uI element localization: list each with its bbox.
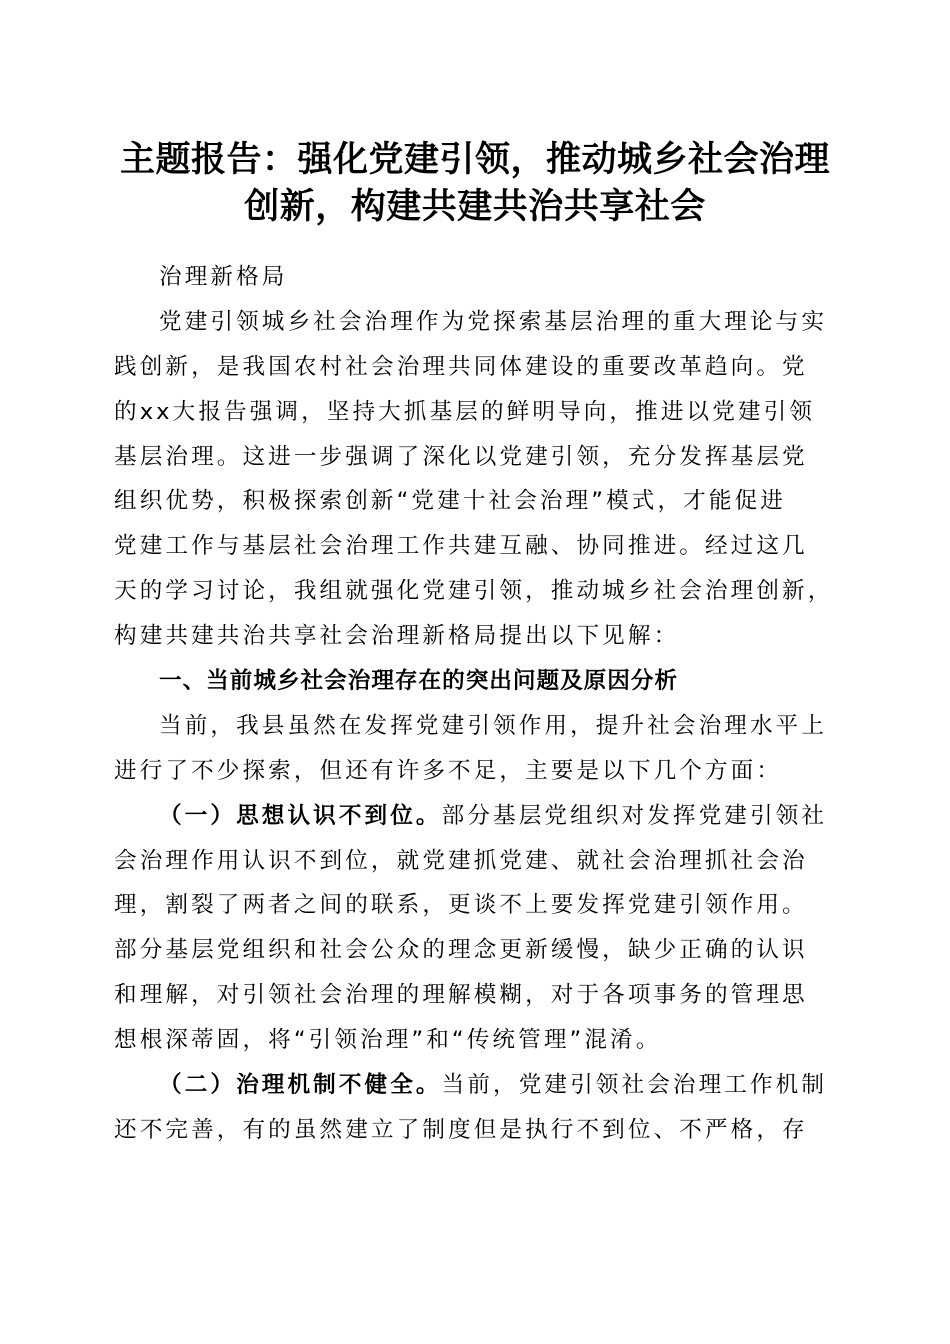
- paragraph-text: 部分基层党组织对发挥党建引领社: [441, 802, 828, 829]
- paragraph-line: 当前，我县虽然在发挥党建引领作用，提升社会治理水平上: [159, 712, 828, 739]
- title-line-2: 创新，构建共建共治共享社会: [244, 186, 706, 227]
- paragraph-line: 治理新格局: [159, 264, 288, 290]
- paragraph-line: 和理解，对引领社会治理的理解模糊，对于各项事务的管理思: [114, 982, 808, 1009]
- paragraph-line: 部分基层党组织和社会公众的理念更新缓慢，缺少正确的认识: [114, 937, 808, 964]
- paragraph-line: 想根深蒂固，将“引领治理”和“传统管理”混淆。: [114, 1027, 662, 1054]
- paragraph-line: 会治理作用认识不到位，就党建抓党建、就社会治理抓社会治: [114, 847, 808, 874]
- section-heading: 一、当前城乡社会治理存在的突出问题及原因分析: [159, 668, 679, 695]
- paragraph-line: 还不完善，有的虽然建立了制度但是执行不到位、不严格，存: [114, 1116, 808, 1143]
- document-body: [114, 255, 834, 1153]
- paragraph-line: 组织优势，积极探索创新“党建十社会治理”模式，才能促进: [114, 488, 786, 515]
- paragraph-line: 进行了不少探索，但还有许多不足，主要是以下几个方面：: [114, 757, 783, 784]
- paragraph-line: 构建共建共治共享社会治理新格局提出以下见解：: [114, 623, 680, 650]
- subsection-lead: （一）思想认识不到位。: [159, 802, 442, 829]
- subsection-lead: （二）治理机制不健全。: [159, 1072, 442, 1099]
- paragraph-line: 党建工作与基层社会治理工作共建互融、协同推进。经过这几: [114, 533, 808, 560]
- paragraph-text: 当前，党建引领社会治理工作机制: [441, 1072, 828, 1099]
- subsection-line: [114, 1063, 834, 1108]
- document-title: [100, 136, 850, 230]
- subsection-line: [114, 794, 834, 839]
- paragraph-line: 基层治理。这进一步强调了深化以党建引领，充分发挥基层党: [114, 443, 808, 470]
- paragraph-line: 理，割裂了两者之间的联系，更谈不上要发挥党建引领作用。: [114, 892, 808, 919]
- paragraph-line: 践创新，是我国农村社会治理共同体建设的重要改革趋向。党: [114, 353, 808, 380]
- paragraph-line: 党建引领城乡社会治理作为党探索基层治理的重大理论与实: [159, 308, 828, 335]
- title-line-1: 主题报告：强化党建引领，推动城乡社会治理: [119, 139, 830, 180]
- paragraph-line: 的xx大报告强调，坚持大抓基层的鲜明导向，推进以党建引领: [114, 398, 815, 425]
- paragraph-line: 天的学习讨论，我组就强化党建引领，推动城乡社会治理创新，: [114, 578, 834, 605]
